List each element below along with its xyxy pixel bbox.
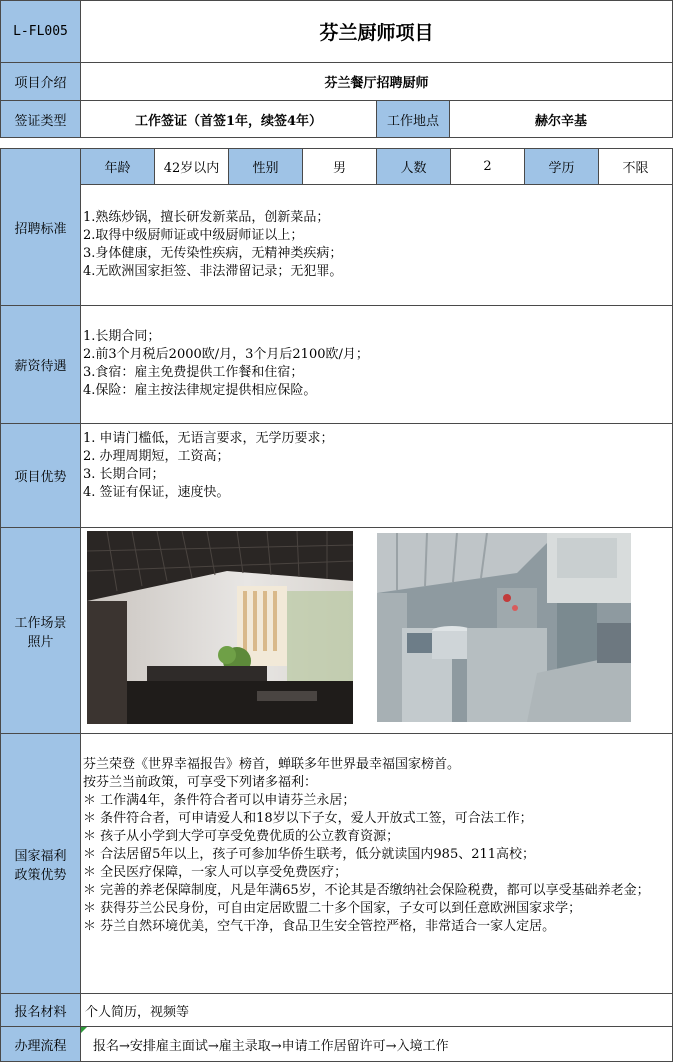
- edu-value: [598, 148, 673, 185]
- project-code-text: L-FL005: [13, 24, 68, 39]
- edu-label: [524, 148, 599, 185]
- location-label: [376, 100, 450, 138]
- visa-label: [0, 100, 81, 138]
- location-label-text: 工作地点: [386, 113, 439, 129]
- process-label-text: 办理流程: [14, 1038, 67, 1054]
- age-value: [154, 148, 229, 185]
- recruit-label-text: 招聘标准: [14, 221, 67, 237]
- gender-value: [302, 148, 377, 185]
- materials-label: [0, 993, 81, 1027]
- edu-label-text: 学历: [548, 161, 575, 176]
- recruit-label: [0, 148, 81, 306]
- intro-label: [0, 62, 81, 101]
- advantage-line: 3. 长期合同；: [83, 467, 165, 482]
- advantage-line: 4. 签证有保证，速度快。: [83, 485, 230, 500]
- photos-label: [0, 527, 81, 734]
- welfare-label-line2: 政策优势: [14, 867, 67, 883]
- visa-value-text: 工作签证（首签1年，续签4年）: [134, 113, 323, 129]
- advantage-line: 2. 办理周期短，工资高；: [83, 449, 230, 464]
- welfare-line: ＊ 全民医疗保障，一家人可以享受免费医疗；: [83, 865, 348, 880]
- welfare-line: ＊ 孩子从小学到大学可享受免费优质的公立教育资源；: [83, 829, 400, 844]
- materials-value: [80, 993, 673, 1027]
- welfare-line: 按芬兰当前政策，可享受下列诸多福利：: [83, 775, 318, 790]
- recruit-list: [81, 209, 344, 281]
- advantage-label-text: 项目优势: [14, 470, 67, 485]
- visa-value: [80, 100, 377, 138]
- salary-line: 2.前3个月税后2000欧/月，3个月后2100欧/月；: [83, 347, 369, 362]
- age-label-text: 年龄: [104, 161, 131, 176]
- welfare-line: ＊ 工作满4年，条件符合者可以申请芬兰永居；: [83, 793, 356, 808]
- welfare-list: [81, 756, 669, 936]
- materials-label-text: 报名材料: [14, 1004, 67, 1020]
- salary-line: 1.长期合同；: [83, 329, 161, 344]
- location-value: [449, 100, 673, 138]
- recruit-line: 4.无欧洲国家拒签、非法滞留记录；无犯罪。: [83, 264, 343, 279]
- page-title-text: 芬兰厨师项目: [319, 22, 434, 44]
- salary-label-text: 薪资待遇: [14, 359, 67, 374]
- age-label: [80, 148, 155, 185]
- welfare-line: ＊ 条件符合者，可申请爱人和18岁以下子女，爱人开放式工签，可合法工作；: [83, 811, 533, 826]
- advantage-label: [0, 423, 81, 528]
- advantage-line: 1. 申请门槛低，无语言要求，无学历要求；: [83, 431, 334, 446]
- salary-label: [0, 305, 81, 424]
- edu-value-text: 不限: [622, 161, 649, 176]
- gender-value-text: 男: [332, 161, 346, 176]
- visa-label-text: 签证类型: [14, 113, 67, 129]
- recruit-content: [80, 184, 673, 306]
- welfare-label-line1: 国家福利: [14, 848, 67, 864]
- cell-comment-marker: [81, 1027, 87, 1033]
- welfare-line: ＊ 芬兰自然环境优美，空气干净，食品卫生安全管控严格，非常适合一家人定居。: [83, 919, 556, 934]
- welfare-line: ＊ 完善的养老保障制度，凡是年满65岁，不论其是否缴纳社会保险税费，都可以享受基础养老金；: [83, 883, 650, 898]
- count-value: [450, 148, 525, 185]
- salary-line: 4.保险：雇主按法律规定提供相应保险。: [83, 383, 317, 398]
- gender-label-text: 性别: [252, 161, 279, 176]
- intro-label-text: 项目介绍: [14, 76, 67, 91]
- photos-content: [80, 527, 673, 734]
- photos-label-line1: 工作场景: [14, 615, 67, 631]
- welfare-line: 芬兰荣登《世界幸福报告》榜首，蝉联多年世界最幸福国家榜首。: [83, 757, 461, 772]
- age-value-text: 42岁以内: [163, 161, 220, 176]
- process-value: [80, 1026, 673, 1062]
- welfare-content: [80, 733, 673, 994]
- recruit-line: 2.取得中级厨师证或中级厨师证以上；: [83, 228, 304, 243]
- salary-content: [80, 305, 673, 424]
- project-code: [0, 0, 81, 63]
- location-value-text: 赫尔辛基: [534, 113, 587, 129]
- count-value-text: 2: [483, 159, 492, 174]
- materials-value-text: 个人简历，视频等: [85, 1004, 190, 1020]
- intro-value: [80, 62, 673, 101]
- intro-value-text: 芬兰餐厅招聘厨师: [324, 76, 429, 91]
- welfare-label: [0, 733, 81, 994]
- recruit-line: 1.熟练炒锅，擅长研发新菜品，创新菜品；: [83, 210, 330, 225]
- welfare-line: ＊ 合法居留5年以上，孩子可参加华侨生联考，低分就读国内985、211高校；: [83, 847, 536, 862]
- process-label: [0, 1026, 81, 1062]
- restaurant-photo: [87, 531, 353, 724]
- gender-label: [228, 148, 303, 185]
- salary-list: [81, 328, 371, 400]
- kitchen-photo: [377, 533, 631, 722]
- process-value-text: 报名→安排雇主面试→雇主录取→申请工作居留许可→入境工作: [93, 1038, 449, 1054]
- kitchen-photo-image: [377, 533, 631, 722]
- advantage-content: [80, 423, 673, 528]
- count-label-text: 人数: [400, 161, 427, 176]
- restaurant-photo-image: [87, 531, 353, 724]
- page-title: [80, 0, 673, 63]
- welfare-line: ＊ 获得芬兰公民身份，可自由定居欧盟二十多个国家，子女可以到任意欧洲国家求学；: [83, 901, 582, 916]
- advantage-list: [81, 430, 336, 502]
- salary-line: 3.食宿：雇主免费提供工作餐和住宿；: [83, 365, 304, 380]
- count-label: [376, 148, 451, 185]
- photos-label-line2: 照片: [27, 634, 54, 650]
- recruit-line: 3.身体健康，无传染性疾病，无精神类疾病；: [83, 246, 343, 261]
